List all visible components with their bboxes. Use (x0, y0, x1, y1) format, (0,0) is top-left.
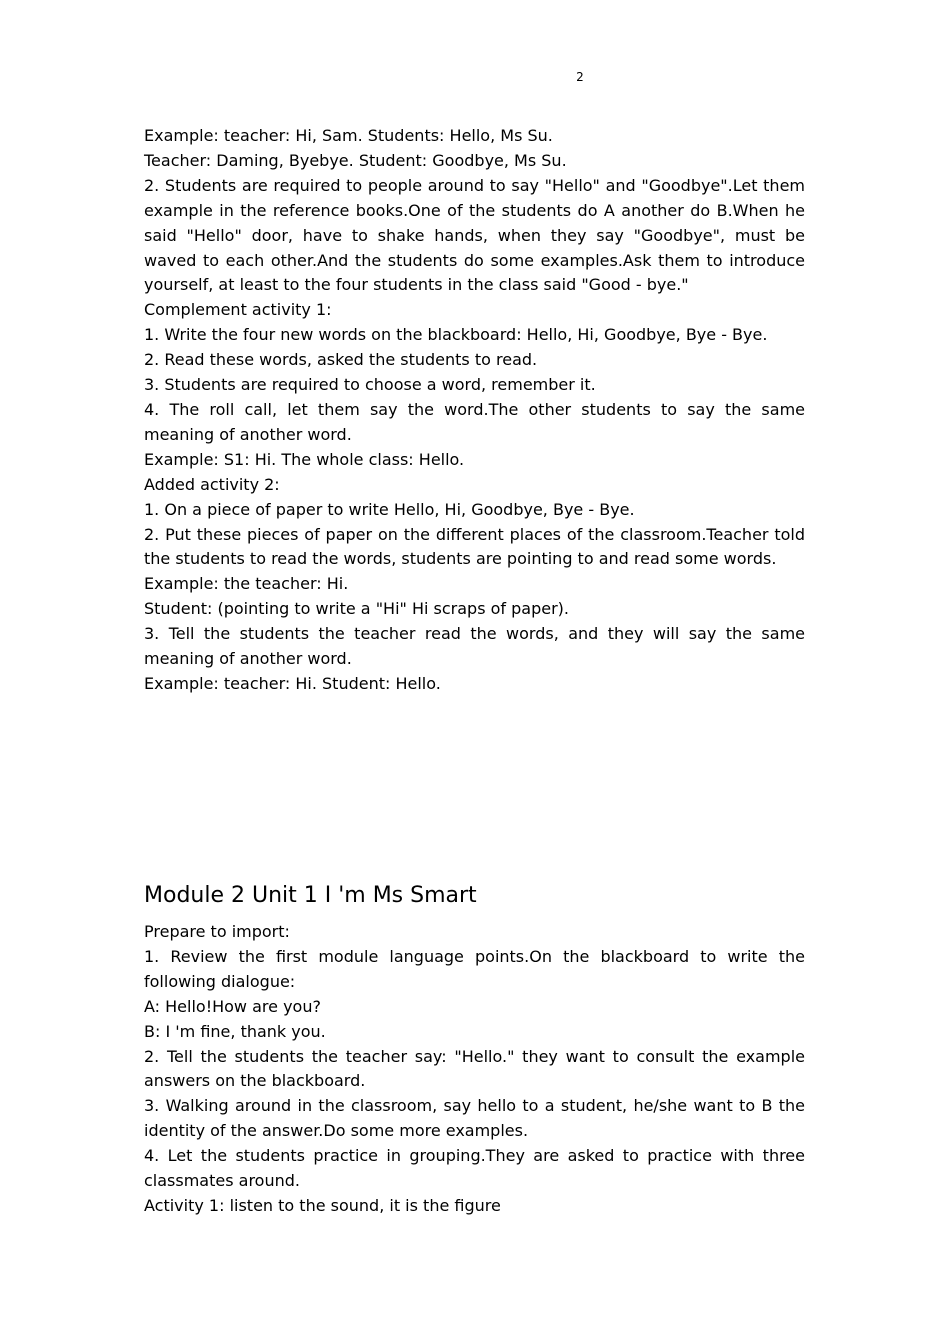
paragraph: 3. Tell the students the teacher read the words, and they will say the same meaning of another word. (144, 624, 805, 669)
paragraph: 2. Tell the students the teacher say: "Hello." they want to consult the example answers on the blackboard. (144, 1046, 805, 1091)
paragraph: Example: S1: Hi. The whole class: Hello. (144, 449, 465, 469)
paragraph: 1. Review the first module language points.On the blackboard to write the following dialogue: (144, 946, 805, 991)
paragraph: 1. Write the four new words on the blackboard: Hello, Hi, Goodbye, Bye - Bye. (144, 325, 768, 345)
page-number: 2 (576, 70, 584, 84)
section-heading: Module 2 Unit 1 I 'm Ms Smart (144, 883, 477, 908)
paragraph: Teacher: Daming, Byebye. Student: Goodbye, Ms Su. (144, 150, 567, 170)
paragraph: 4. Let the students practice in grouping.They are asked to practice with three classmates around. (144, 1146, 805, 1191)
paragraph: Prepare to import: (144, 922, 290, 941)
lesson-text-block-2 (144, 920, 805, 1219)
paragraph: Added activity 2: (144, 474, 280, 494)
paragraph: Example: teacher: Hi, Sam. Students: Hello, Ms Su. (144, 126, 553, 145)
paragraph: Example: teacher: Hi. Student: Hello. (144, 673, 441, 693)
paragraph: 1. On a piece of paper to write Hello, Hi, Goodbye, Bye - Bye. (144, 499, 635, 519)
lesson-text-block-1 (144, 124, 805, 697)
paragraph: Example: the teacher: Hi. (144, 574, 349, 594)
paragraph: 2. Students are required to people around to say "Hello" and "Goodbye".Let them example in the reference books.One of the students do A another do B.When he said "Hello" door, have to shake hands, when they say "Goodbye", must be waved to each other.And the students do some examples.Ask them to introduce yourself, at least to the four students in the class said "Good - bye." (144, 175, 805, 295)
paragraph: Complement activity 1: (144, 300, 332, 320)
paragraph: 3. Walking around in the classroom, say hello to a student, he/she want to B the identity of the answer.Do some more examples. (144, 1096, 805, 1141)
paragraph: 2. Put these pieces of paper on the different places of the classroom.Teacher told the students to read the words, students are pointing to and read some words. (144, 524, 805, 569)
paragraph: Student: (pointing to write a "Hi" Hi scraps of paper). (144, 599, 569, 619)
paragraph: 2. Read these words, asked the students to read. (144, 350, 538, 370)
paragraph: 3. Students are required to choose a word, remember it. (144, 375, 596, 395)
paragraph: B: I 'm fine, thank you. (144, 1021, 326, 1041)
paragraph: A: Hello!How are you? (144, 996, 321, 1016)
paragraph: 4. The roll call, let them say the word.The other students to say the same meaning of another word. (144, 399, 805, 444)
paragraph: Activity 1: listen to the sound, it is the figure (144, 1195, 501, 1215)
